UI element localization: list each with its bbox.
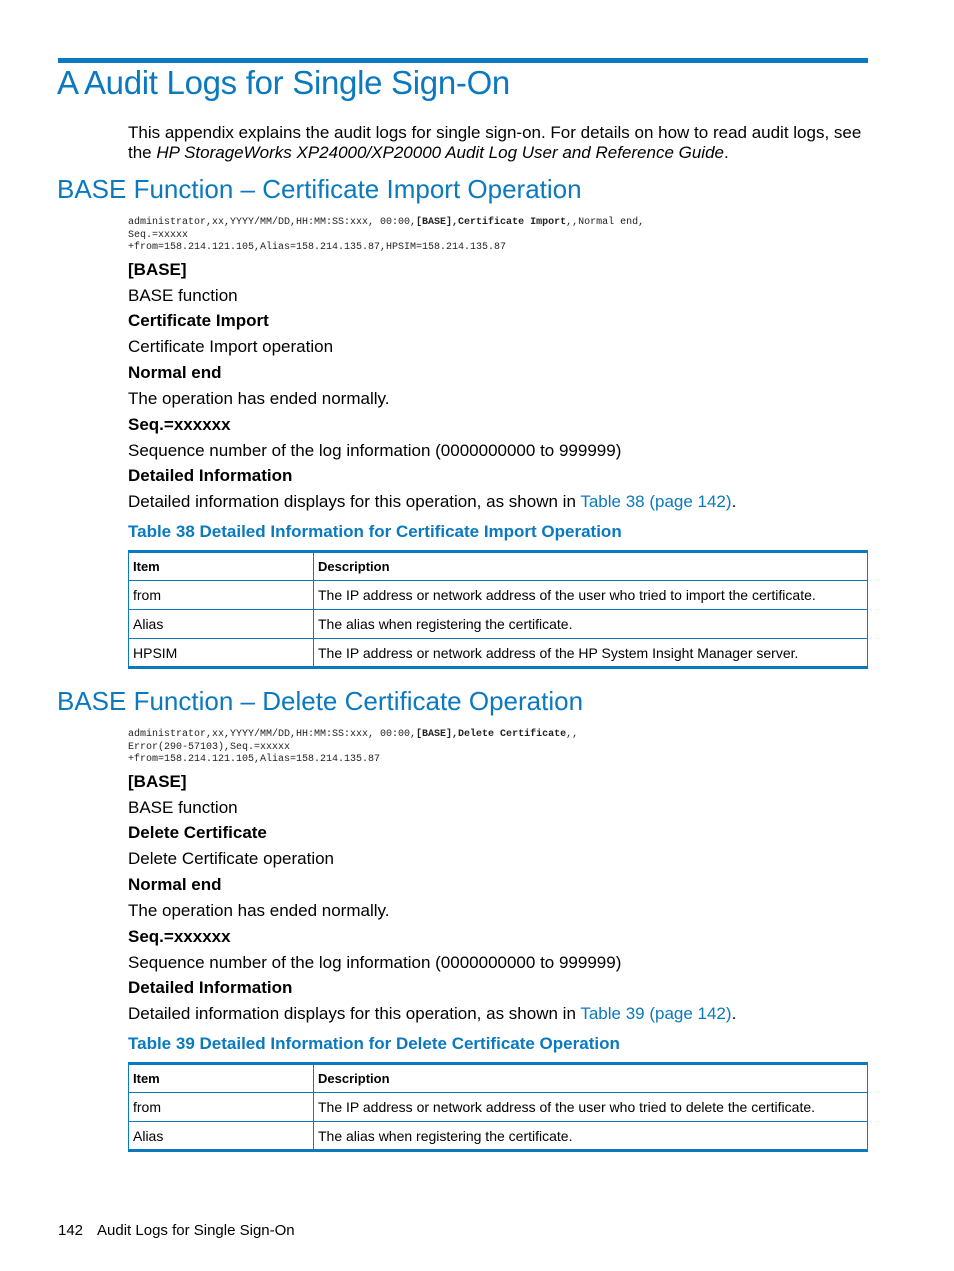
- intro-end: .: [724, 143, 729, 162]
- header-description: Description: [314, 1064, 868, 1093]
- code-line1-bold: [BASE],Certificate Import: [416, 217, 567, 228]
- table-row: [129, 1122, 868, 1151]
- cell-description: The IP address or network address of the HP System Insight Manager server.: [314, 639, 868, 668]
- code-line1-pre: administrator,xx,YYYY/MM/DD,HH:MM:SS:xxx, 00:00,: [128, 729, 417, 740]
- table-row: [129, 1093, 868, 1122]
- table-caption: Table 38 Detailed Information for Certificate Import Operation: [128, 522, 622, 541]
- table-row: [129, 581, 868, 610]
- section-title: BASE Function – Delete Certificate Operation: [57, 686, 584, 716]
- def-text: Detailed information displays for this operation, as shown in: [128, 492, 581, 511]
- def-end: .: [731, 492, 737, 511]
- intro-text: This appendix explains the audit logs for single sign-on. For details on how to read audit logs, see the: [128, 123, 862, 162]
- code-line2: Error(290-57103),Seq.=xxxxx: [128, 741, 291, 753]
- code-line1-post: ,,: [566, 729, 579, 740]
- running-title: Audit Logs for Single Sign-On: [97, 1222, 295, 1239]
- header-description: Description: [314, 552, 868, 581]
- def-end: .: [731, 1004, 737, 1023]
- page-footer: [58, 1222, 295, 1239]
- cell-item: Alias: [129, 1122, 314, 1151]
- term-normal-end: Normal end: [128, 363, 222, 382]
- cell-description: The alias when registering the certificate.: [314, 610, 868, 639]
- def-base: BASE function: [128, 286, 238, 305]
- table-header-row: [129, 552, 868, 581]
- section-title: BASE Function – Certificate Import Operation: [57, 174, 582, 204]
- table-39-link[interactable]: Table 39 (page 142): [580, 1004, 732, 1023]
- cell-description: The IP address or network address of the user who tried to delete the certificate.: [314, 1093, 868, 1122]
- code-line1-bold: [BASE],Delete Certificate: [416, 729, 567, 740]
- term-normal-end: Normal end: [128, 875, 222, 894]
- code-line2: Seq.=xxxxx: [128, 229, 189, 241]
- code-line3: +from=158.214.121.105,Alias=158.214.135.87: [128, 754, 381, 765]
- cell-item: Alias: [129, 610, 314, 639]
- cell-description: The alias when registering the certificate.: [314, 1122, 868, 1151]
- term-seq: Seq.=xxxxxx: [128, 415, 231, 434]
- term-base: [BASE]: [128, 772, 187, 791]
- table-header-row: [129, 1064, 868, 1093]
- cell-item: from: [129, 1093, 314, 1122]
- table-row: [129, 610, 868, 639]
- def-detailed-information: [128, 1004, 736, 1024]
- def-delete-certificate: Delete Certificate operation: [128, 849, 335, 868]
- code-line1-pre: administrator,xx,YYYY/MM/DD,HH:MM:SS:xxx, 00:00,: [128, 217, 417, 228]
- log-example: [128, 217, 644, 255]
- table-row: [129, 639, 868, 668]
- cell-item: HPSIM: [129, 639, 314, 668]
- def-text: Detailed information displays for this operation, as shown in: [128, 1004, 581, 1023]
- cell-item: from: [129, 581, 314, 610]
- def-base: BASE function: [128, 798, 238, 817]
- top-rule: [58, 58, 868, 63]
- table-caption: Table 39 Detailed Information for Delete Certificate Operation: [128, 1034, 620, 1053]
- def-normal-end: The operation has ended normally.: [128, 389, 390, 408]
- term-base: [BASE]: [128, 260, 187, 279]
- intro-guide-reference: HP StorageWorks XP24000/XP20000 Audit Log User and Reference Guide: [156, 143, 724, 162]
- detail-table: [128, 550, 868, 669]
- code-line1-post: ,,Normal end,: [566, 217, 645, 228]
- term-certificate-import: Certificate Import: [128, 311, 269, 330]
- def-seq: Sequence number of the log information (0000000000 to 999999): [128, 441, 622, 460]
- log-example: [128, 729, 578, 767]
- def-seq: Sequence number of the log information (0000000000 to 999999): [128, 953, 622, 972]
- code-line3: +from=158.214.121.105,Alias=158.214.135.87,HPSIM=158.214.135.87: [128, 242, 507, 253]
- def-normal-end: The operation has ended normally.: [128, 901, 390, 920]
- detail-table: [128, 1062, 868, 1152]
- header-item: Item: [129, 1064, 314, 1093]
- chapter-title: A Audit Logs for Single Sign-On: [57, 64, 510, 101]
- def-certificate-import: Certificate Import operation: [128, 337, 334, 356]
- term-delete-certificate: Delete Certificate: [128, 823, 267, 842]
- intro-paragraph: [128, 123, 873, 163]
- term-detailed-information: Detailed Information: [128, 466, 293, 485]
- cell-description: The IP address or network address of the user who tried to import the certificate.: [314, 581, 868, 610]
- page-number: 142: [58, 1222, 84, 1239]
- header-item: Item: [129, 552, 314, 581]
- term-detailed-information: Detailed Information: [128, 978, 293, 997]
- term-seq: Seq.=xxxxxx: [128, 927, 231, 946]
- table-38-link[interactable]: Table 38 (page 142): [580, 492, 732, 511]
- def-detailed-information: [128, 492, 736, 512]
